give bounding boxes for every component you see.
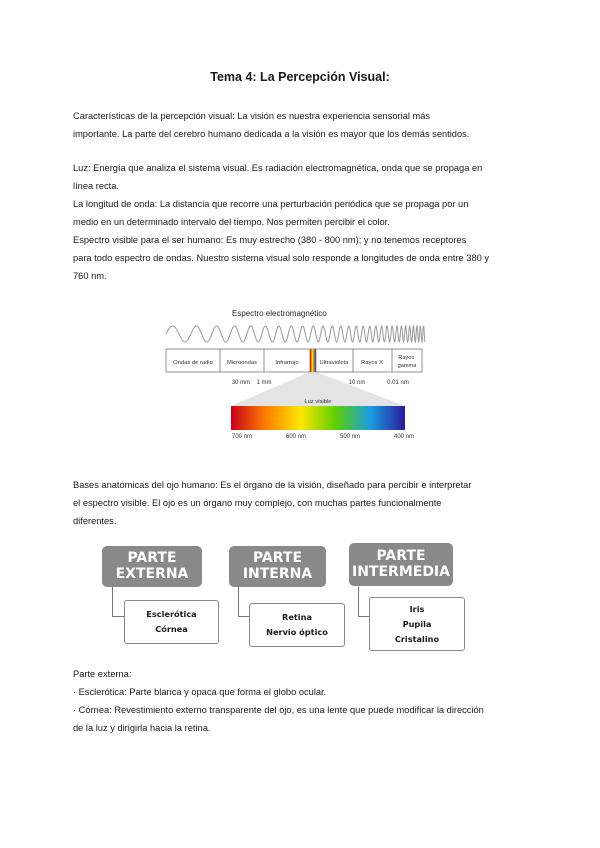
header-line: EXTERNA [115, 565, 189, 582]
part-item: Retina [282, 612, 312, 622]
text-line: Bases anatómicas del ojo humano: Es el órgano de la visión, diseñado para percibir e interpretar [73, 480, 472, 490]
band-label: Ondas de radio [173, 360, 213, 366]
part-item: Iris [409, 603, 425, 614]
visible-tick-label: 600 nm [285, 434, 307, 440]
items-box-intermedia [369, 597, 465, 651]
scale-label: 0.01 nm [387, 380, 409, 386]
visible-spectrum-bar [231, 406, 405, 430]
intro-paragraph [73, 107, 533, 143]
items-box-externa [124, 600, 219, 644]
group-header-intermedia [349, 543, 453, 586]
scale-label: 1 mm [256, 380, 272, 386]
text-line: diferentes. [73, 516, 117, 526]
group-header-externa [102, 546, 202, 587]
scale-label: 10 nm [348, 380, 366, 386]
header-line: INTERNA [242, 565, 313, 582]
header-line: PARTE [376, 548, 426, 565]
items-box-interna [249, 603, 345, 647]
text-line: para todo espectro de ondas. Nuestro sistema visual solo responde a longitudes de onda entre 380 y [73, 253, 490, 263]
band-label: Microondas [227, 360, 257, 366]
text-line: de la luz y dirigirla hacia la retina. [73, 723, 211, 733]
text-line: Luz: Energía que analiza el sistema visual. Es radiación electromagnética, onda que se propaga en [73, 163, 483, 173]
part-item: Cristalino [394, 633, 440, 644]
text-line: 760 nm. [73, 271, 107, 281]
header-line: INTERMEDIA [352, 563, 450, 580]
text-line: medio en un determinado intervalo del tiempo. Nos permiten percibir el color. [73, 217, 390, 227]
spectrum-title: Espectro electromagnético [232, 309, 327, 318]
band-label-line: Rayos [398, 355, 415, 361]
text-line: importante. La parte del cerebro humano dedicada a la visión es mayor que los demás sentidos. [73, 129, 470, 139]
band-label-line: gamma [397, 363, 417, 369]
page-title: Tema 4: La Percepción Visual: [210, 70, 390, 84]
header-line: PARTE [127, 550, 177, 567]
text-line: Espectro visible para el ser humano: Es muy estrecho (380 - 800 nm); y no tenemos receptores [73, 235, 467, 245]
scale-label: 30 mm [231, 380, 251, 386]
band-label: Rayos X [361, 360, 383, 366]
text-line: Parte externa: [73, 669, 132, 679]
band-label: Infrarrojo [275, 360, 299, 366]
text-line: Características de la percepción visual: La visión es nuestra experiencia sensorial más [73, 111, 431, 121]
band-label: Ultravioleta [319, 360, 349, 366]
text-line: · Esclerótica: Parte blanca y opaca que forma el globo ocular. [73, 687, 327, 697]
part-item: Córnea [155, 624, 188, 634]
external-parts-list [73, 665, 533, 737]
header-line: PARTE [252, 550, 303, 567]
part-item: Nervio óptico [266, 627, 328, 637]
text-line: La longitud de onda: La distancia que recorre una perturbación periódica que se propaga por un [73, 199, 469, 209]
group-header-interna [229, 546, 326, 587]
eye-parts-diagram [0, 540, 600, 650]
anatomy-paragraph [73, 476, 533, 530]
part-item: Esclerótica [146, 609, 197, 619]
part-item: Pupila [402, 618, 432, 629]
visible-strip [310, 349, 316, 372]
visible-label: Luz visible [304, 399, 332, 405]
text-line: · Córnea: Revestimiento externo transparente del ojo, es una lente que puede modificar la dirección [73, 705, 484, 715]
spectrum-svg [0, 300, 600, 450]
visible-tick-label: 400 nm [393, 434, 415, 440]
text-line: el espectro visible. El ojo es un órgano muy complejo, con muchas partes funcionalmente [73, 498, 442, 508]
spectrum-figure [0, 300, 600, 455]
visible-tick-label: 500 nm [339, 434, 361, 440]
text-line: línea recta. [73, 181, 119, 191]
visible-tick-label: 700 nm [231, 434, 253, 440]
wave-line [166, 326, 425, 342]
definitions-paragraph [73, 159, 533, 285]
